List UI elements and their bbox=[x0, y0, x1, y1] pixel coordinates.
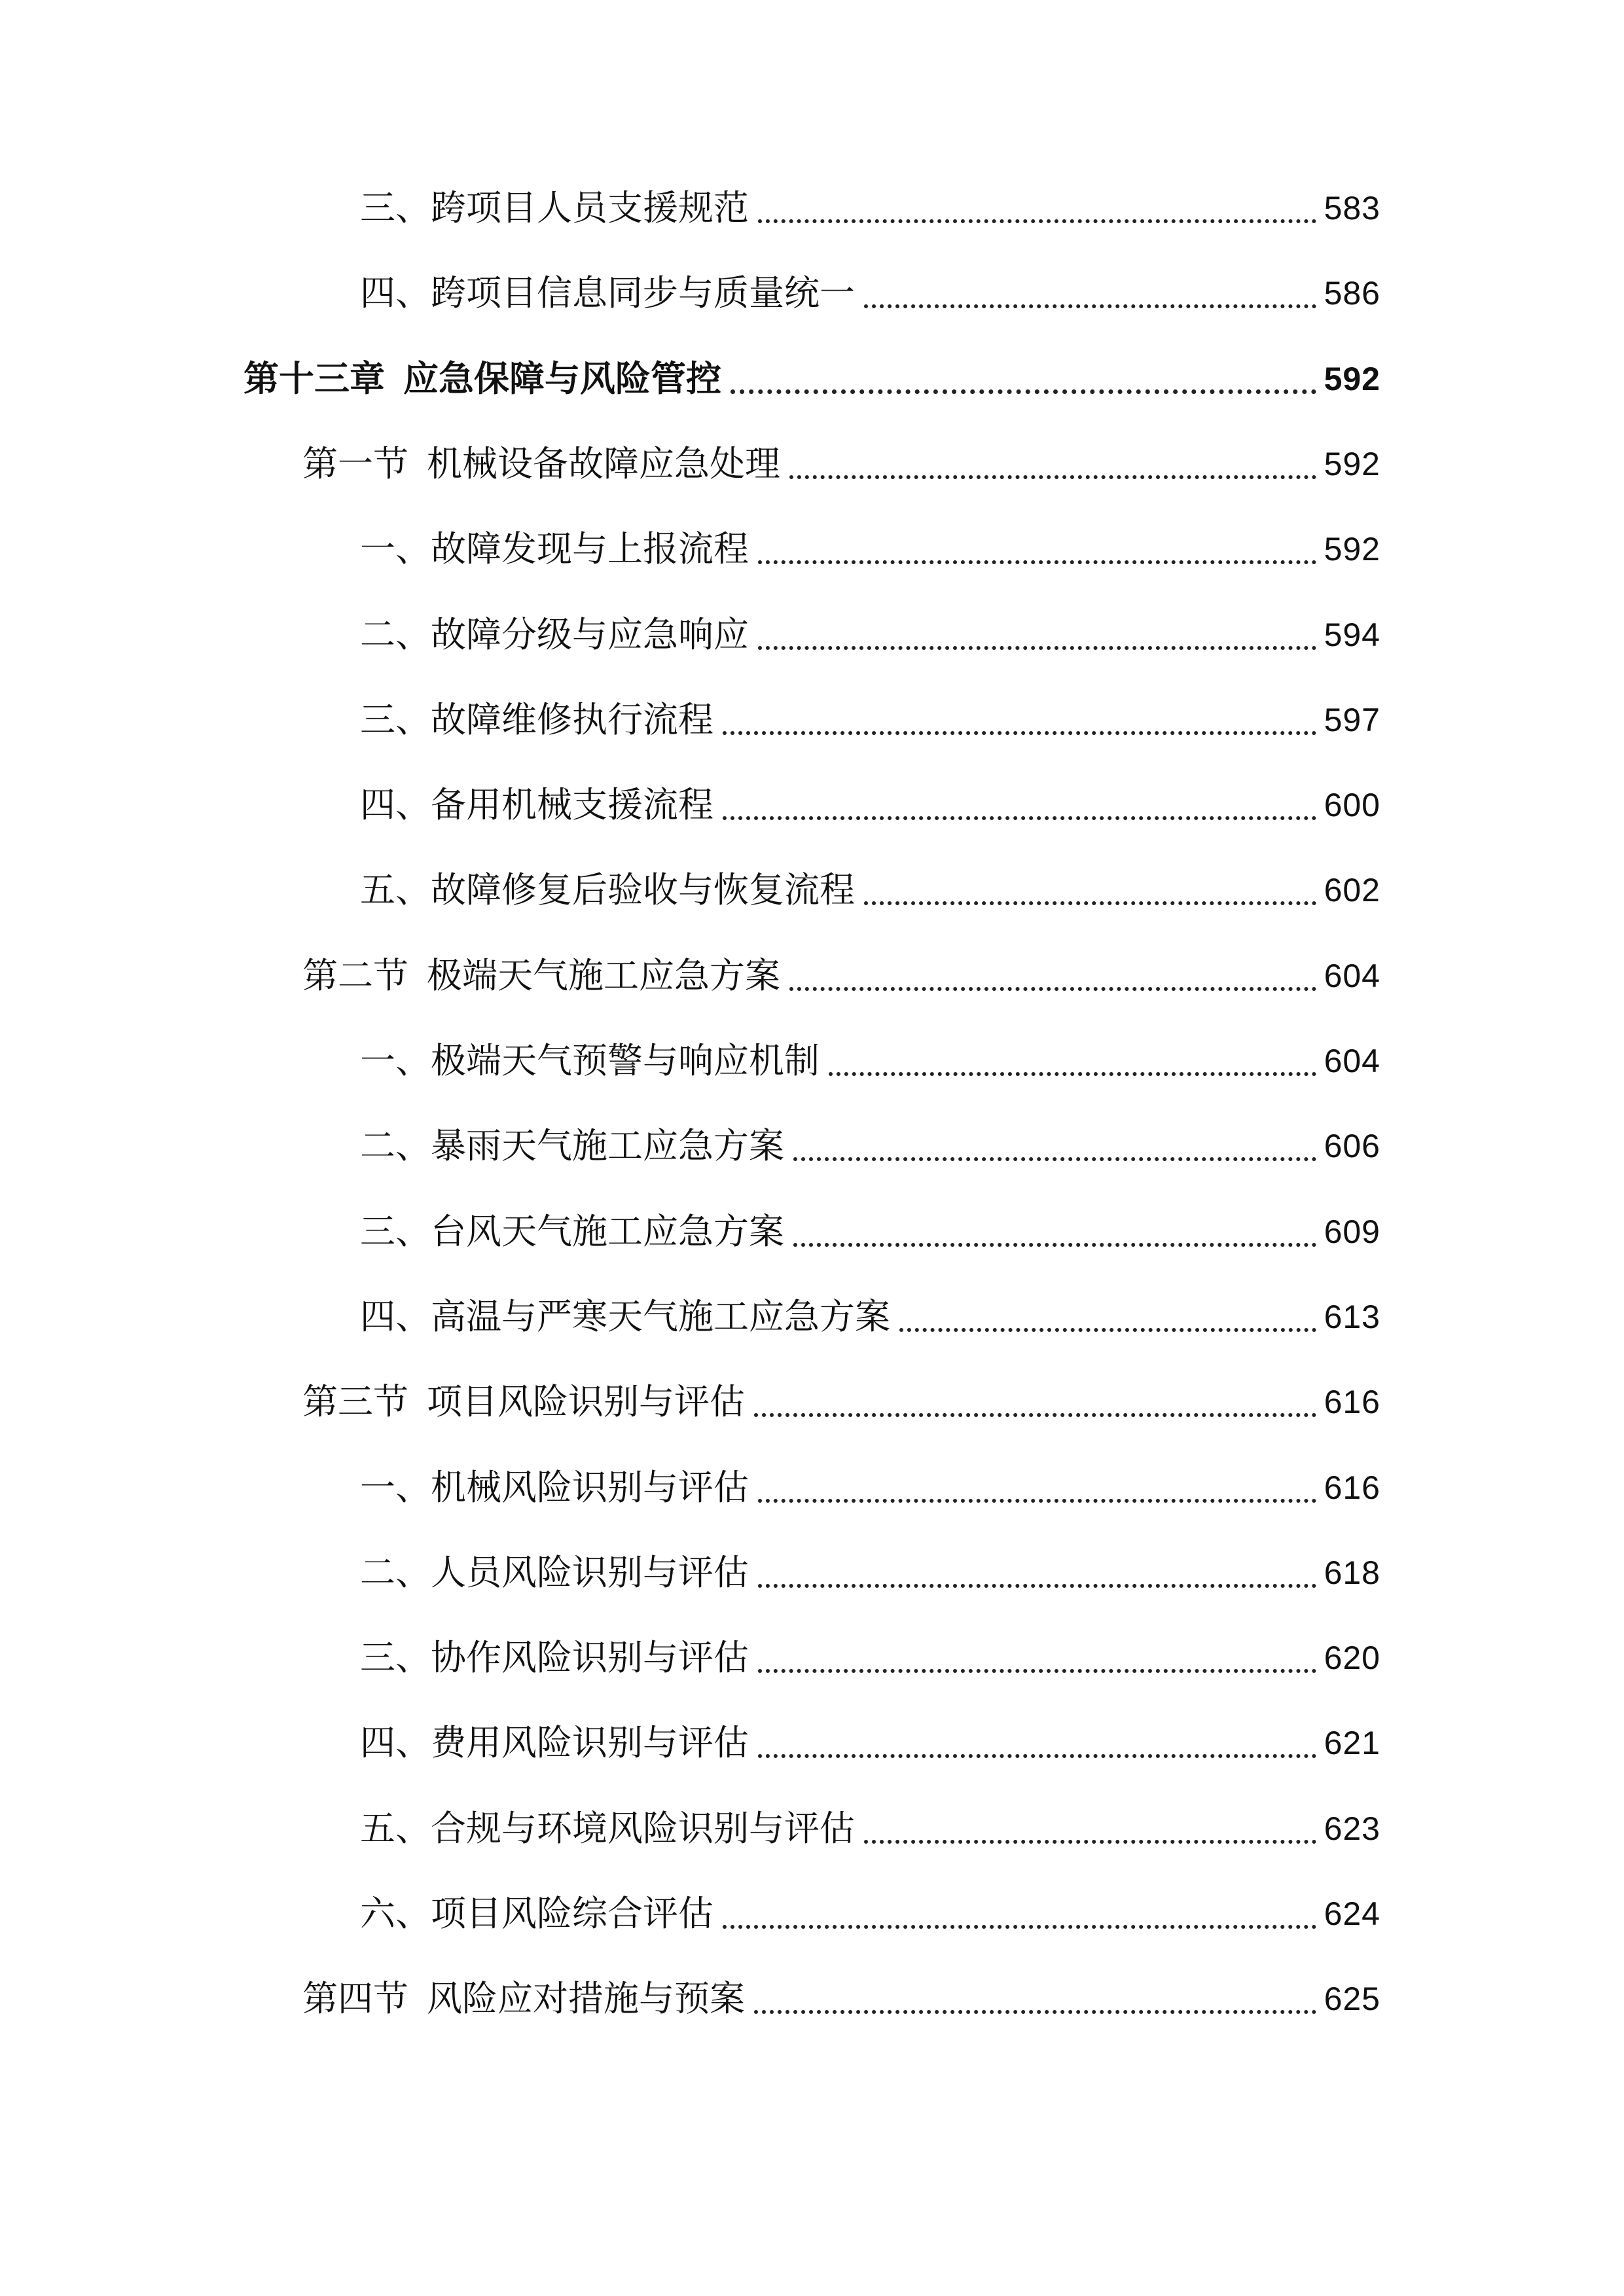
toc-page-number: 602 bbox=[1324, 872, 1380, 909]
toc-subsection-entry[interactable] bbox=[360, 1199, 1380, 1265]
toc-page-number: 597 bbox=[1324, 701, 1380, 738]
toc-subsection-entry[interactable] bbox=[360, 1284, 1380, 1350]
toc-dot-leader bbox=[758, 219, 1316, 223]
toc-section-entry[interactable] bbox=[302, 1966, 1380, 2032]
toc-entry-title: 六、项目风险综合评估 bbox=[360, 1893, 713, 1934]
toc-subsection-entry[interactable] bbox=[360, 1710, 1380, 1776]
toc-dot-leader bbox=[793, 1243, 1316, 1247]
toc-entry-title: 四、费用风险识别与评估 bbox=[360, 1722, 749, 1764]
toc-dot-leader bbox=[758, 1499, 1316, 1503]
toc-subsection-entry[interactable] bbox=[360, 1028, 1380, 1094]
toc-subsection-entry[interactable] bbox=[360, 772, 1380, 838]
toc-dot-leader bbox=[723, 1925, 1316, 1929]
toc-entry-title: 一、机械风险识别与评估 bbox=[360, 1466, 749, 1508]
toc-page-number: 624 bbox=[1324, 1895, 1380, 1932]
toc-entry-title: 三、台风天气施工应急方案 bbox=[360, 1210, 784, 1252]
toc-entry-title: 一、故障发现与上报流程 bbox=[360, 528, 749, 570]
toc-dot-leader bbox=[864, 901, 1316, 905]
toc-dot-leader bbox=[754, 1413, 1316, 1417]
toc-dot-leader bbox=[754, 2010, 1316, 2014]
toc-entry-title: 三、跨项目人员支援规范 bbox=[360, 187, 749, 228]
toc-page-number: 594 bbox=[1324, 616, 1380, 653]
toc-page-number: 618 bbox=[1324, 1554, 1380, 1591]
toc-entry-title: 四、备用机械支援流程 bbox=[360, 784, 713, 826]
toc-dot-leader bbox=[789, 475, 1316, 479]
toc-page-number: 621 bbox=[1324, 1725, 1380, 1762]
toc-entry-title: 五、合规与环境风险识别与评估 bbox=[360, 1807, 855, 1849]
toc-page-number: 616 bbox=[1324, 1469, 1380, 1506]
toc-chapter-entry[interactable] bbox=[244, 346, 1380, 412]
toc-entry-title: 极端天气施工应急方案 bbox=[427, 954, 780, 996]
toc-entry-prefix: 第四节 bbox=[302, 1978, 408, 2020]
toc-subsection-entry[interactable] bbox=[360, 1113, 1380, 1179]
toc-dot-leader bbox=[758, 1754, 1316, 1758]
toc-entry-title: 二、暴雨天气施工应急方案 bbox=[360, 1125, 784, 1167]
toc-dot-leader bbox=[789, 987, 1316, 991]
toc-page-number: 586 bbox=[1324, 275, 1380, 312]
toc-dot-leader bbox=[758, 1669, 1316, 1673]
toc-entry-title: 应急保障与风险管控 bbox=[403, 357, 721, 399]
toc-page-number: 625 bbox=[1324, 1981, 1380, 2018]
toc-dot-leader bbox=[758, 1584, 1316, 1588]
toc-dot-leader bbox=[829, 1072, 1316, 1076]
toc-section-entry[interactable] bbox=[302, 943, 1380, 1009]
toc-entry-title: 二、人员风险识别与评估 bbox=[360, 1551, 749, 1593]
toc-entry-title: 二、故障分级与应急响应 bbox=[360, 613, 749, 655]
toc-page-number: 613 bbox=[1324, 1298, 1380, 1335]
toc-entry-title: 三、故障维修执行流程 bbox=[360, 698, 713, 740]
toc-subsection-entry[interactable] bbox=[360, 1455, 1380, 1520]
toc-dot-leader bbox=[793, 1157, 1316, 1161]
toc-subsection-entry[interactable] bbox=[360, 602, 1380, 668]
toc-subsection-entry[interactable] bbox=[360, 687, 1380, 753]
toc-entry-title: 四、跨项目信息同步与质量统一 bbox=[360, 272, 855, 314]
toc-page-number: 592 bbox=[1324, 531, 1380, 568]
toc-entry-prefix: 第三节 bbox=[302, 1381, 408, 1423]
toc-entry-title: 五、故障修复后验收与恢复流程 bbox=[360, 869, 855, 911]
toc-dot-leader bbox=[758, 560, 1316, 564]
toc-dot-leader bbox=[731, 389, 1316, 394]
toc-subsection-entry[interactable] bbox=[360, 1796, 1380, 1861]
toc-entry-title: 三、协作风险识别与评估 bbox=[360, 1637, 749, 1679]
toc-entry-title: 四、高温与严寒天气施工应急方案 bbox=[360, 1295, 890, 1337]
toc-page-number: 616 bbox=[1324, 1384, 1380, 1421]
toc-dot-leader bbox=[864, 304, 1316, 308]
toc-page-number: 600 bbox=[1324, 787, 1380, 824]
toc-section-entry[interactable] bbox=[302, 431, 1380, 497]
toc-subsection-entry[interactable] bbox=[360, 516, 1380, 582]
toc-entry-title: 风险应对措施与预案 bbox=[427, 1978, 745, 2020]
toc-page-number: 583 bbox=[1324, 190, 1380, 226]
toc-page-number: 620 bbox=[1324, 1640, 1380, 1677]
toc-entry-title: 项目风险识别与评估 bbox=[427, 1381, 745, 1423]
toc-subsection-entry[interactable] bbox=[360, 175, 1380, 241]
toc-subsection-entry[interactable] bbox=[360, 260, 1380, 326]
toc-entry-title: 一、极端天气预警与响应机制 bbox=[360, 1040, 820, 1081]
toc-page-number: 606 bbox=[1324, 1128, 1380, 1165]
toc-entry-prefix: 第一节 bbox=[302, 442, 408, 484]
toc-page-number: 592 bbox=[1324, 445, 1380, 482]
toc-subsection-entry[interactable] bbox=[360, 1625, 1380, 1691]
toc-entry-prefix: 第十三章 bbox=[244, 357, 385, 399]
toc-dot-leader bbox=[899, 1328, 1316, 1332]
toc-subsection-entry[interactable] bbox=[360, 1881, 1380, 1946]
toc-dot-leader bbox=[723, 816, 1316, 820]
toc-page-number: 604 bbox=[1324, 1043, 1380, 1079]
toc-entry-prefix: 第二节 bbox=[302, 954, 408, 996]
toc-page-number: 604 bbox=[1324, 957, 1380, 994]
toc-page-number: 592 bbox=[1324, 360, 1380, 397]
toc-dot-leader bbox=[723, 731, 1316, 735]
toc-subsection-entry[interactable] bbox=[360, 1540, 1380, 1605]
toc-subsection-entry[interactable] bbox=[360, 857, 1380, 923]
toc-dot-leader bbox=[864, 1840, 1316, 1844]
toc-page-number: 623 bbox=[1324, 1810, 1380, 1847]
toc-section-entry[interactable] bbox=[302, 1369, 1380, 1435]
toc-dot-leader bbox=[758, 646, 1316, 650]
toc-page-number: 609 bbox=[1324, 1213, 1380, 1250]
toc-entry-title: 机械设备故障应急处理 bbox=[427, 442, 780, 484]
